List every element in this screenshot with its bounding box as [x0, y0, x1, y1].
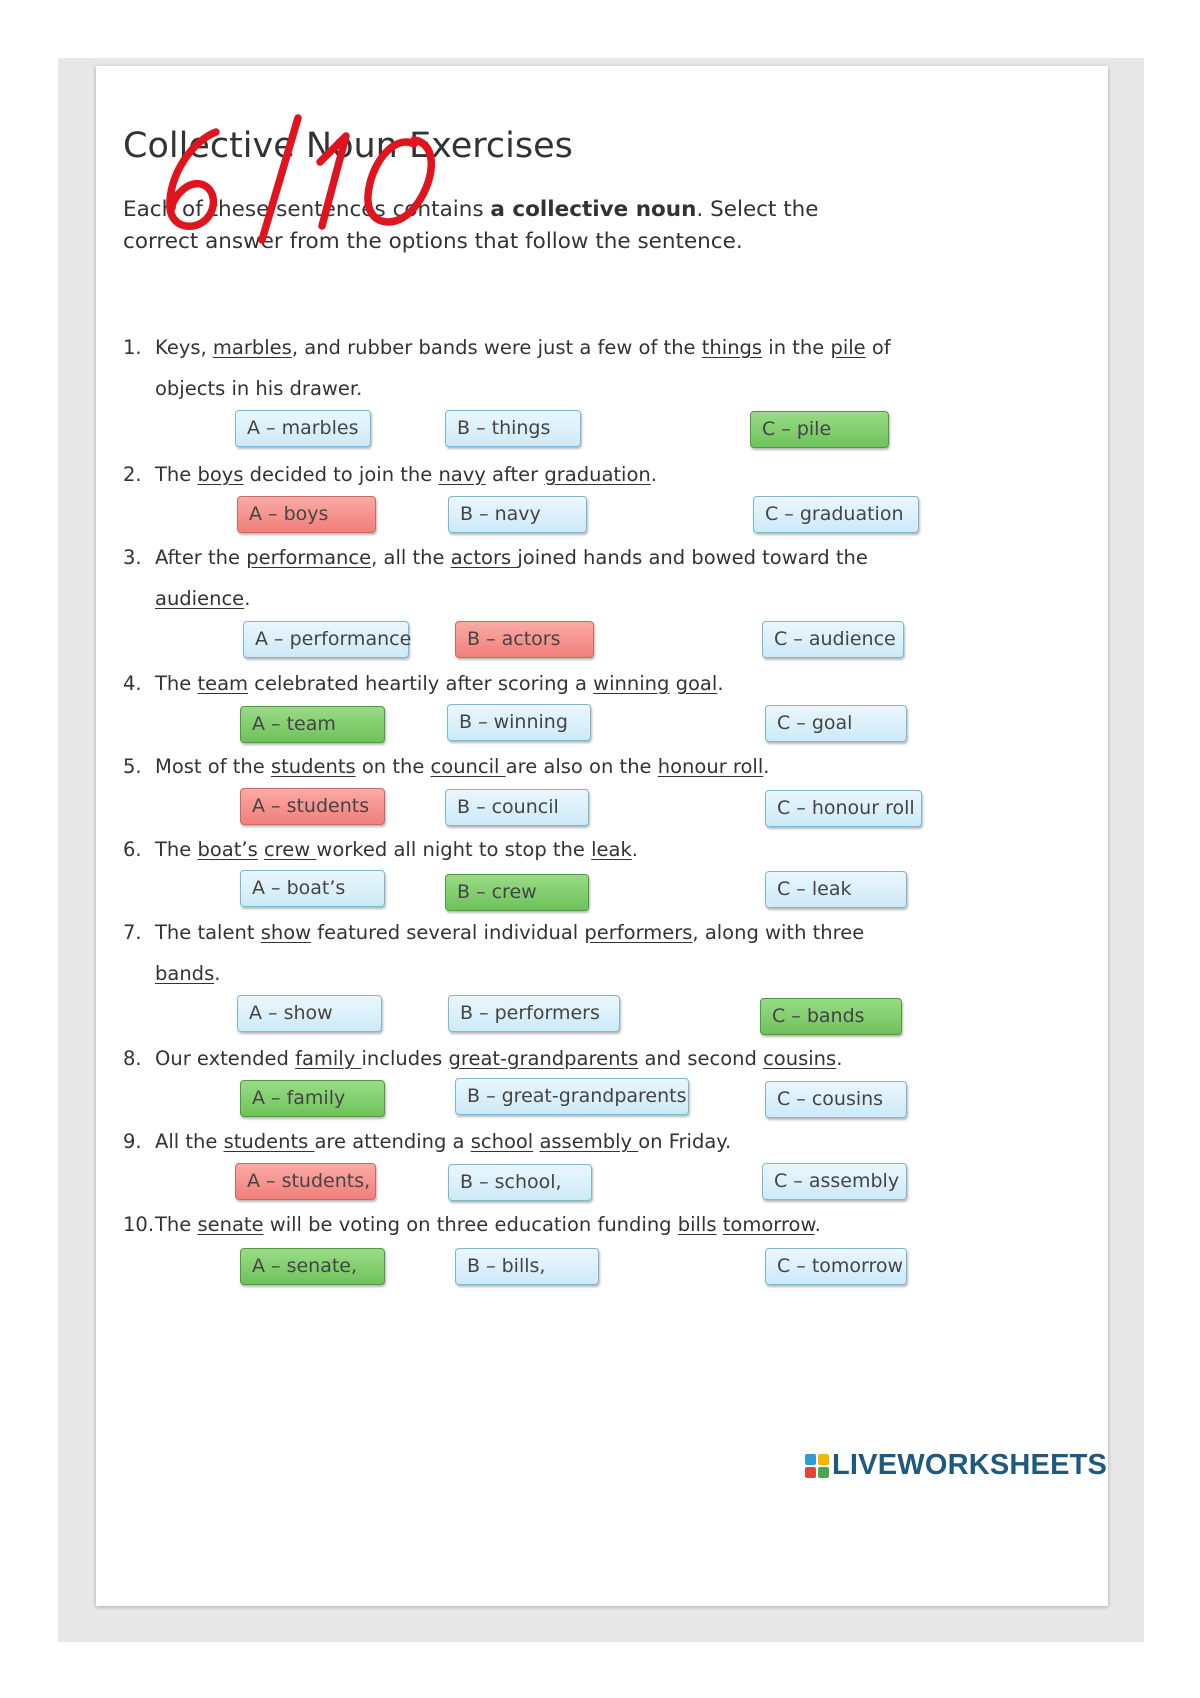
option-c-button[interactable]: C – audience — [762, 621, 904, 658]
underlined-word: goal — [675, 672, 718, 695]
underlined-word: team — [197, 672, 249, 695]
sentence-text: are attending a — [314, 1130, 471, 1153]
question-5 — [123, 746, 893, 787]
option-b-button[interactable]: B – things — [445, 410, 581, 447]
liveworksheets-logo — [805, 1449, 1107, 1482]
sentence-text: The — [155, 463, 198, 486]
sentence-text: , all the — [371, 546, 451, 569]
sentence-text: . — [763, 755, 770, 778]
option-c-button[interactable]: C – pile — [750, 411, 889, 448]
sentence-text: includes — [361, 1047, 449, 1070]
underlined-word: tomorrow — [722, 1213, 815, 1236]
sentence-text: Keys, — [155, 336, 213, 359]
option-a-button[interactable]: A – marbles — [235, 410, 371, 447]
option-a-button[interactable]: A – team — [240, 706, 385, 743]
score-digit-6 — [170, 132, 216, 226]
sentence-text: . — [836, 1047, 843, 1070]
option-b-button[interactable]: B – council — [445, 789, 589, 826]
underlined-word: navy — [438, 463, 486, 486]
underlined-word: senate — [197, 1213, 264, 1236]
underlined-word: bills — [677, 1213, 717, 1236]
sentence-text: . — [631, 838, 638, 861]
option-a-button[interactable]: A – show — [237, 995, 382, 1032]
underlined-word: boys — [197, 463, 244, 486]
underlined-word: crew — [263, 838, 317, 861]
underlined-word: great-grandparents — [448, 1047, 639, 1070]
logo-icon — [805, 1454, 829, 1478]
sentence-text: After the — [155, 546, 247, 569]
underlined-word: show — [260, 921, 312, 944]
question-number: 1. — [123, 336, 142, 359]
sentence-text: decided to join the — [243, 463, 439, 486]
underlined-word: bands — [155, 962, 215, 985]
question-number: 2. — [123, 463, 142, 486]
question-number: 3. — [123, 546, 142, 569]
option-b-button[interactable]: B – great-grandparents — [455, 1078, 689, 1115]
option-c-button[interactable]: C – leak — [765, 871, 907, 908]
score-overlay — [158, 104, 490, 244]
sentence-text: , along with three — [692, 921, 865, 944]
sentence-text: All the — [155, 1130, 224, 1153]
question-number: 9. — [123, 1130, 142, 1153]
underlined-word: council — [430, 755, 506, 778]
sentence-text: . — [214, 962, 221, 985]
underlined-word: leak — [591, 838, 632, 861]
sentence-text: . — [814, 1213, 821, 1236]
sentence-continuation: objects in his drawer. — [155, 377, 363, 400]
brand-name: LIVEWORKSHEETS — [832, 1449, 1108, 1481]
option-a-button[interactable]: A – students — [240, 788, 385, 825]
underlined-word: performance — [246, 546, 372, 569]
question-8 — [123, 1038, 893, 1079]
option-b-button[interactable]: B – school, — [448, 1164, 592, 1201]
underlined-word: pile — [830, 336, 866, 359]
question-10 — [123, 1204, 893, 1245]
sentence-text: will be voting on three education funding — [263, 1213, 678, 1236]
sentence-text: celebrated heartily after scoring a — [248, 672, 594, 695]
option-c-button[interactable]: C – tomorrow — [765, 1248, 907, 1285]
option-b-button[interactable]: B – winning — [447, 704, 591, 741]
underlined-word: students — [270, 755, 356, 778]
option-a-button[interactable]: A – family — [240, 1080, 385, 1117]
option-b-button[interactable]: B – actors — [455, 621, 594, 658]
underlined-word: winning — [593, 672, 670, 695]
sentence-text: Our extended — [155, 1047, 296, 1070]
question-number: 10. — [123, 1213, 155, 1236]
sentence-text: of — [865, 336, 891, 359]
underlined-word: assembly — [539, 1130, 639, 1153]
sentence-text: The — [155, 1213, 198, 1236]
sentence-text: , and rubber bands were just a few of the — [291, 336, 702, 359]
option-c-button[interactable]: C – honour roll — [765, 790, 922, 827]
score-digit-1 — [320, 136, 346, 226]
underlined-word: things — [701, 336, 763, 359]
sentence-text: . — [650, 463, 657, 486]
sentence-text: joined hands and bowed toward the — [517, 546, 868, 569]
question-number: 6. — [123, 838, 142, 861]
score-digit-0 — [368, 140, 431, 222]
sentence-text: featured several individual — [311, 921, 585, 944]
option-b-button[interactable]: B – navy — [448, 496, 587, 533]
option-c-button[interactable]: C – assembly — [762, 1163, 907, 1200]
question-number: 5. — [123, 755, 142, 778]
sentence-text: on the — [355, 755, 431, 778]
question-number: 7. — [123, 921, 142, 944]
option-c-button[interactable]: C – goal — [765, 705, 907, 742]
option-b-button[interactable]: B – performers — [448, 995, 620, 1032]
question-2 — [123, 454, 893, 495]
sentence-text: . — [717, 672, 724, 695]
page-title: Collective Noun Exercises — [123, 126, 573, 166]
underlined-word: school — [470, 1130, 534, 1153]
option-c-button[interactable]: C – graduation — [753, 496, 919, 533]
sentence-text: after — [485, 463, 545, 486]
underlined-word: audience — [155, 587, 245, 610]
option-a-button[interactable]: A – boat’s — [240, 870, 385, 907]
instructions-text-1: Each of these sentences contains — [123, 197, 491, 222]
question-number: 8. — [123, 1047, 142, 1070]
question-4 — [123, 663, 893, 704]
option-c-button[interactable]: C – cousins — [765, 1081, 907, 1118]
sentence-text: The — [155, 672, 198, 695]
underlined-word: performers — [584, 921, 693, 944]
question-1 — [123, 327, 893, 409]
question-7 — [123, 912, 893, 994]
sentence-text: are also on the — [505, 755, 658, 778]
question-3 — [123, 537, 893, 619]
score-slash — [262, 118, 298, 240]
question-6 — [123, 829, 893, 870]
underlined-word: cousins — [763, 1047, 837, 1070]
question-number: 4. — [123, 672, 142, 695]
option-c-button[interactable]: C – bands — [760, 998, 902, 1035]
underlined-word: boat’s — [197, 838, 258, 861]
instructions-text-2: . Select the correct answer from the options that follow the sentence. — [123, 197, 819, 254]
underlined-word: honour roll — [657, 755, 764, 778]
sentence-text: on Friday. — [638, 1130, 732, 1153]
option-a-button[interactable]: A – boys — [237, 496, 376, 533]
option-b-button[interactable]: B – bills, — [455, 1248, 599, 1285]
option-a-button[interactable]: A – senate, — [240, 1248, 385, 1285]
sentence-text: Most of the — [155, 755, 271, 778]
question-9 — [123, 1121, 893, 1162]
underlined-word: actors — [450, 546, 518, 569]
sentence-text: and second — [638, 1047, 764, 1070]
sentence-text: The talent — [155, 921, 261, 944]
sentence-text: worked all night to stop the — [316, 838, 592, 861]
underlined-word: marbles — [212, 336, 292, 359]
underlined-word: graduation — [544, 463, 651, 486]
sentence-text: in the — [762, 336, 831, 359]
instructions-bold: a collective noun — [490, 197, 697, 222]
option-b-button[interactable]: B – crew — [445, 874, 589, 911]
sentence-text: The — [155, 838, 198, 861]
option-a-button[interactable]: A – performance — [243, 621, 409, 658]
underlined-word: students — [223, 1130, 315, 1153]
sentence-text: . — [244, 587, 251, 610]
underlined-word: family — [295, 1047, 362, 1070]
option-a-button[interactable]: A – students, — [235, 1163, 376, 1200]
